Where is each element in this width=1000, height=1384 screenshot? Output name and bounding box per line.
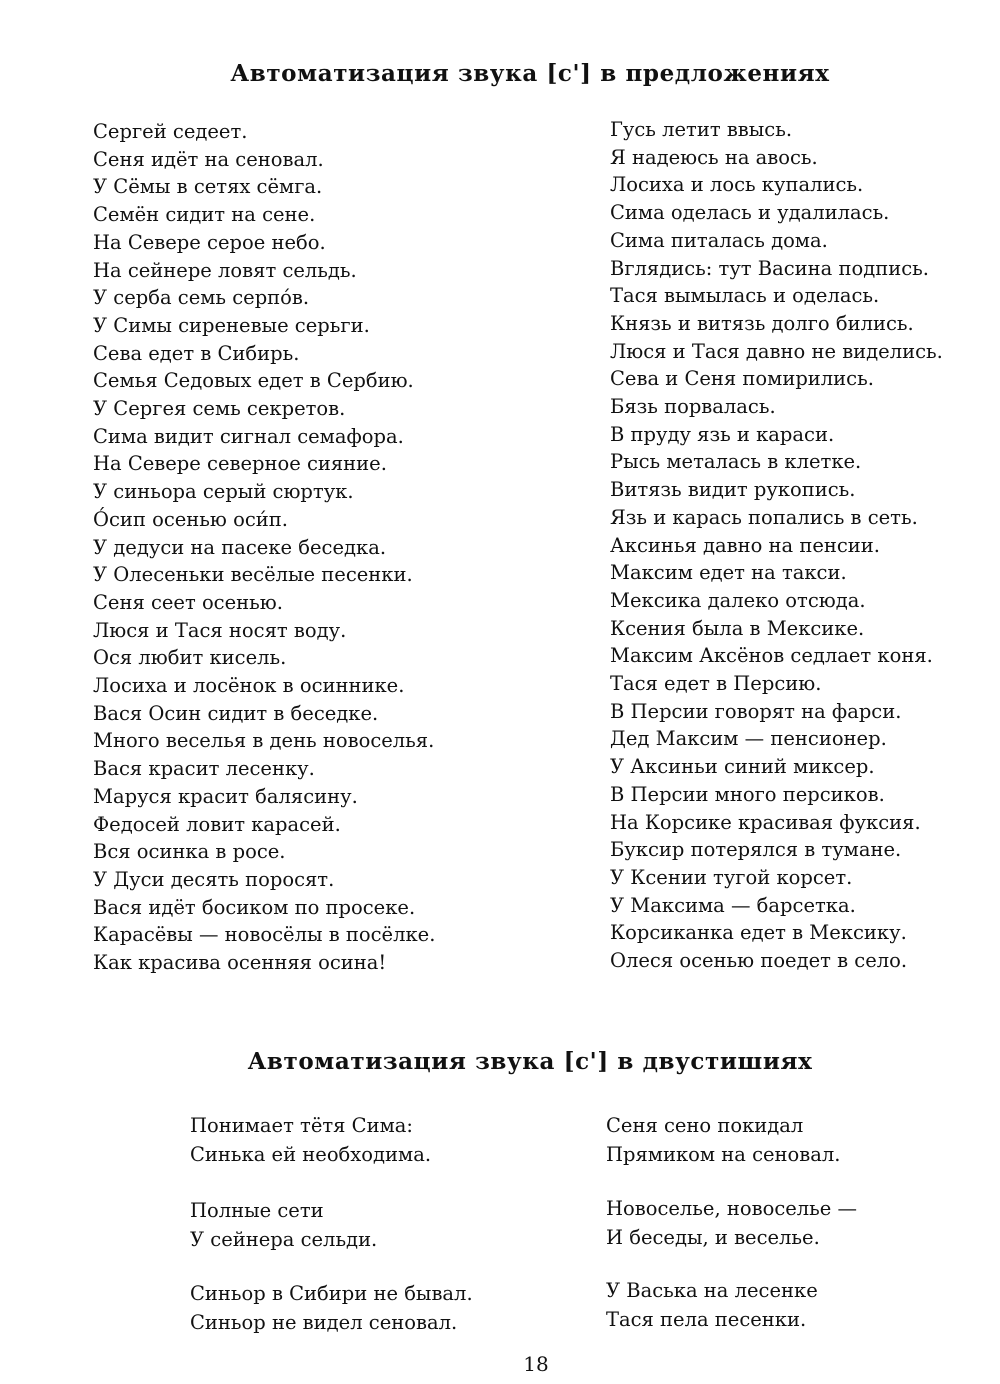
sentence-line: Сеня сеет осенью. — [93, 590, 283, 614]
sentence-line: Сева едет в Сибирь. — [93, 341, 300, 365]
sentence-line: Князь и витязь долго бились. — [610, 311, 914, 335]
sentence-line: Вся осинка в росе. — [93, 840, 286, 864]
couplet-line: Полные сети — [190, 1199, 324, 1222]
couplet-line: Понимает тётя Сима: — [190, 1114, 413, 1137]
couplet-line: Синьор в Сибири не бывал. — [190, 1282, 473, 1305]
couplet — [190, 1196, 377, 1254]
sentence-line: О́сип осенью оси́п. — [93, 507, 288, 531]
couplet — [606, 1111, 840, 1169]
sentence-line: Вася идёт босиком по просеке. — [93, 895, 416, 919]
sentence-line: Семён сидит на сене. — [93, 203, 316, 227]
couplets-section-title: Автоматизация звука [с'] в двустишиях — [247, 1048, 813, 1075]
sentence-line: Лосиха и лось купались. — [610, 173, 864, 197]
sentences-right-column — [610, 116, 943, 975]
sentence-line: Федосей ловит карасей. — [93, 812, 341, 836]
sentence-line: Сеня идёт на сеновал. — [93, 147, 324, 171]
sentence-line: Карасёвы — новосёлы в посёлке. — [93, 923, 436, 947]
sentence-line: У Сёмы в сетях сёмга. — [93, 175, 323, 199]
sentence-line: У серба семь серпо́в. — [93, 286, 310, 310]
sentence-line: Аксинья давно на пенсии. — [610, 533, 881, 557]
sentence-line: У Симы сиреневые серьги. — [93, 313, 370, 337]
sentence-line: Сима питалась дома. — [610, 228, 828, 252]
sentence-line: У Максима — барсетка. — [610, 893, 856, 917]
sentence-line: Маруся красит балясину. — [93, 784, 358, 808]
sentence-line: Мексика далеко отсюда. — [610, 588, 866, 612]
couplet-line: И беседы, и веселье. — [606, 1226, 820, 1249]
sentence-line: В Персии много персиков. — [610, 782, 885, 806]
couplet-line: У Васька на лесенке — [606, 1279, 818, 1302]
sentence-line: Буксир потерялся в тумане. — [610, 838, 902, 862]
sentence-line: Вглядись: тут Васина подпись. — [610, 256, 929, 280]
sentence-line: Семья Седовых едет в Сербию. — [93, 369, 414, 393]
sentence-line: На сейнере ловят сельдь. — [93, 258, 357, 282]
couplet-line: Новоселье, новоселье — — [606, 1197, 858, 1220]
sentence-line: Тася едет в Персию. — [610, 672, 822, 696]
sentence-line: У дедуси на пасеке беседка. — [93, 535, 387, 559]
sentence-line: Максим Аксёнов седлает коня. — [610, 644, 933, 668]
sentence-line: У синьора серый сюртук. — [93, 480, 354, 504]
sentence-line: Максим едет на такси. — [610, 561, 847, 585]
sentence-line: На Севере северное сияние. — [93, 452, 387, 476]
sentence-line: Я надеюсь на авось. — [610, 145, 818, 169]
sentence-line: У Олесеньки весёлые песенки. — [93, 563, 413, 587]
sentence-line: Сергей седеет. — [93, 120, 248, 143]
sentence-line: В Персии говорят на фарси. — [610, 699, 902, 723]
sentence-line: Вася Осин сидит в беседке. — [93, 701, 379, 725]
sentence-line: Бязь порвалась. — [610, 395, 776, 419]
sentence-line: Ося любит кисель. — [93, 646, 287, 670]
sentence-line: Сева и Сеня помирились. — [610, 367, 874, 391]
sentence-line: Корсиканка едет в Мексику. — [610, 921, 907, 945]
sentence-line: У Ксении тугой корсет. — [610, 865, 853, 889]
couplet-line: Прямиком на сеновал. — [606, 1143, 841, 1166]
couplet-line: Синьор не видел сеновал. — [190, 1311, 458, 1334]
couplet-line: Тася пела песенки. — [606, 1308, 807, 1331]
sentence-line: У Сергея семь секретов. — [93, 397, 346, 421]
sentence-line: На Корсике красивая фуксия. — [610, 810, 921, 834]
sentence-line: Ксения была в Мексике. — [610, 616, 865, 640]
sentences-section-title: Автоматизация звука [с'] в предложениях — [230, 60, 830, 87]
sentence-line: Люся и Тася давно не виделись. — [610, 339, 943, 363]
sentences-left-column — [93, 118, 435, 977]
sentence-line: Много веселья в день новоселья. — [93, 729, 435, 753]
sentence-line: Витязь видит рукопись. — [610, 478, 856, 502]
sentence-line: Тася вымылась и оделась. — [610, 284, 880, 308]
sentence-line: Сима оделась и удалилась. — [610, 201, 890, 225]
couplet — [190, 1111, 431, 1169]
couplet-line: У сейнера сельди. — [190, 1228, 378, 1251]
sentence-line: На Севере серое небо. — [93, 230, 326, 254]
couplet-line: Сеня сено покидал — [606, 1114, 804, 1137]
couplet-line: Синька ей необходима. — [190, 1143, 432, 1166]
sentence-line: У Дуси десять поросят. — [93, 867, 335, 891]
sentence-line: Лосиха и лосёнок в осиннике. — [93, 674, 405, 698]
sentence-line: В пруду язь и караси. — [610, 422, 835, 446]
sentence-line: Сима видит сигнал семафора. — [93, 424, 404, 448]
sentence-line: Как красива осенняя осина! — [93, 951, 387, 975]
sentence-line: Язь и карась попались в сеть. — [610, 505, 918, 529]
couplet — [606, 1194, 857, 1252]
page-number: 18 — [523, 1352, 549, 1376]
couplet — [606, 1276, 818, 1334]
sentence-line: Вася красит лесенку. — [93, 757, 315, 781]
sentence-line: Дед Максим — пенсионер. — [610, 727, 887, 751]
sentence-line: Люся и Тася носят воду. — [93, 618, 347, 642]
sentence-line: Олеся осенью поедет в село. — [610, 949, 908, 973]
sentence-line: Рысь металась в клетке. — [610, 450, 862, 474]
sentence-line: У Аксиньи синий миксер. — [610, 755, 875, 779]
sentence-line: Гусь летит ввысь. — [610, 118, 793, 141]
couplet — [190, 1279, 473, 1337]
